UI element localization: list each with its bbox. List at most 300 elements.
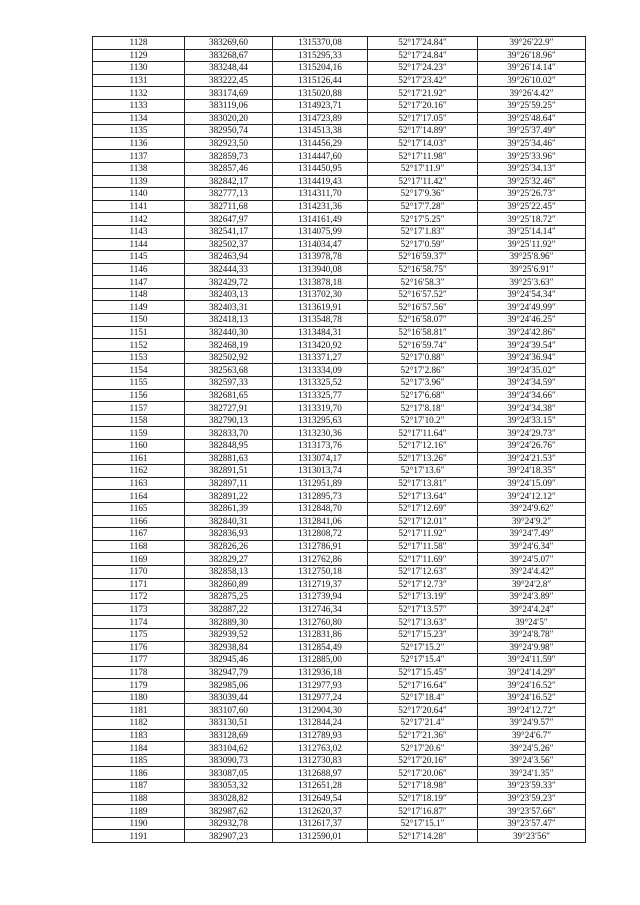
- latitude-cell: 52°17′24.23″: [368, 62, 478, 75]
- table-row: [93, 817, 586, 830]
- longitude-cell: 39°24′1.35″: [478, 767, 586, 780]
- y-coordinate-cell: 1313334,09: [273, 364, 368, 377]
- x-coordinate-cell: 383090,73: [185, 754, 273, 767]
- table-row: [93, 49, 586, 62]
- y-coordinate-cell: 1313978,78: [273, 251, 368, 264]
- longitude-cell: 39°24′35.02″: [478, 364, 586, 377]
- y-coordinate-cell: 1312649,54: [273, 792, 368, 805]
- latitude-cell: 52°17′7.28″: [368, 200, 478, 213]
- point-number-cell: 1163: [93, 477, 185, 490]
- x-coordinate-cell: 383087,05: [185, 767, 273, 780]
- table-row: [93, 112, 586, 125]
- longitude-cell: 39°26′14.14″: [478, 62, 586, 75]
- longitude-cell: 39°24′9.62″: [478, 502, 586, 515]
- latitude-cell: 52°17′13.57″: [368, 603, 478, 616]
- table-row: [93, 263, 586, 276]
- y-coordinate-cell: 1312895,73: [273, 490, 368, 503]
- latitude-cell: 52°16′57.52″: [368, 288, 478, 301]
- latitude-cell: 52°17′8.18″: [368, 402, 478, 415]
- latitude-cell: 52°17′24.84″: [368, 49, 478, 62]
- x-coordinate-cell: 382842,17: [185, 175, 273, 188]
- x-coordinate-cell: 382541,17: [185, 225, 273, 238]
- x-coordinate-cell: 382826,26: [185, 540, 273, 553]
- point-number-cell: 1134: [93, 112, 185, 125]
- point-number-cell: 1164: [93, 490, 185, 503]
- point-number-cell: 1173: [93, 603, 185, 616]
- y-coordinate-cell: 1312762,86: [273, 553, 368, 566]
- longitude-cell: 39°23′57.66″: [478, 805, 586, 818]
- table-row: [93, 477, 586, 490]
- point-number-cell: 1167: [93, 528, 185, 541]
- x-coordinate-cell: 383119,06: [185, 99, 273, 112]
- longitude-cell: 39°24′33.15″: [478, 414, 586, 427]
- table-row: [93, 729, 586, 742]
- longitude-cell: 39°24′14.29″: [478, 666, 586, 679]
- x-coordinate-cell: 383174,69: [185, 87, 273, 100]
- longitude-cell: 39°24′54.34″: [478, 288, 586, 301]
- point-number-cell: 1155: [93, 377, 185, 390]
- y-coordinate-cell: 1313173,76: [273, 440, 368, 453]
- longitude-cell: 39°24′15.09″: [478, 477, 586, 490]
- point-number-cell: 1137: [93, 150, 185, 163]
- point-number-cell: 1176: [93, 641, 185, 654]
- coordinates-table: [92, 36, 586, 843]
- y-coordinate-cell: 1313878,18: [273, 276, 368, 289]
- longitude-cell: 39°24′5.07″: [478, 553, 586, 566]
- point-number-cell: 1149: [93, 301, 185, 314]
- table-row: [93, 162, 586, 175]
- longitude-cell: 39°24′11.59″: [478, 654, 586, 667]
- point-number-cell: 1186: [93, 767, 185, 780]
- table-row: [93, 490, 586, 503]
- x-coordinate-cell: 382502,37: [185, 238, 273, 251]
- longitude-cell: 39°25′3.63″: [478, 276, 586, 289]
- longitude-cell: 39°26′10.02″: [478, 74, 586, 87]
- longitude-cell: 39°24′34.66″: [478, 389, 586, 402]
- longitude-cell: 39°25′22.45″: [478, 200, 586, 213]
- table-row: [93, 213, 586, 226]
- longitude-cell: 39°23′57.47″: [478, 817, 586, 830]
- table-row: [93, 553, 586, 566]
- x-coordinate-cell: 382647,97: [185, 213, 273, 226]
- latitude-cell: 52°17′15.4″: [368, 654, 478, 667]
- table-row: [93, 175, 586, 188]
- x-coordinate-cell: 382727,91: [185, 402, 273, 415]
- point-number-cell: 1128: [93, 37, 185, 50]
- x-coordinate-cell: 382829,27: [185, 553, 273, 566]
- point-number-cell: 1185: [93, 754, 185, 767]
- y-coordinate-cell: 1313619,91: [273, 301, 368, 314]
- y-coordinate-cell: 1314456,29: [273, 137, 368, 150]
- table-row: [93, 754, 586, 767]
- point-number-cell: 1187: [93, 780, 185, 793]
- table-row: [93, 830, 586, 843]
- latitude-cell: 52°17′10.2″: [368, 414, 478, 427]
- point-number-cell: 1162: [93, 465, 185, 478]
- latitude-cell: 52°17′13.6″: [368, 465, 478, 478]
- latitude-cell: 52°17′21.92″: [368, 87, 478, 100]
- x-coordinate-cell: 383020,20: [185, 112, 273, 125]
- x-coordinate-cell: 383104,62: [185, 742, 273, 755]
- x-coordinate-cell: 383268,67: [185, 49, 273, 62]
- latitude-cell: 52°17′16.87″: [368, 805, 478, 818]
- latitude-cell: 52°17′12.01″: [368, 515, 478, 528]
- point-number-cell: 1165: [93, 502, 185, 515]
- latitude-cell: 52°17′11.64″: [368, 427, 478, 440]
- latitude-cell: 52°17′15.1″: [368, 817, 478, 830]
- y-coordinate-cell: 1314513,38: [273, 125, 368, 138]
- latitude-cell: 52°16′59.37″: [368, 251, 478, 264]
- table-row: [93, 528, 586, 541]
- longitude-cell: 39°24′16.52″: [478, 691, 586, 704]
- longitude-cell: 39°24′4.42″: [478, 565, 586, 578]
- y-coordinate-cell: 1315204,16: [273, 62, 368, 75]
- y-coordinate-cell: 1313325,77: [273, 389, 368, 402]
- y-coordinate-cell: 1314075,99: [273, 225, 368, 238]
- latitude-cell: 52°17′11.69″: [368, 553, 478, 566]
- latitude-cell: 52°17′15.23″: [368, 628, 478, 641]
- longitude-cell: 39°24′3.89″: [478, 591, 586, 604]
- table-row: [93, 200, 586, 213]
- y-coordinate-cell: 1314034,47: [273, 238, 368, 251]
- longitude-cell: 39°24′34.38″: [478, 402, 586, 415]
- latitude-cell: 52°17′18.4″: [368, 691, 478, 704]
- x-coordinate-cell: 383039,44: [185, 691, 273, 704]
- x-coordinate-cell: 382468,19: [185, 339, 273, 352]
- table-row: [93, 137, 586, 150]
- y-coordinate-cell: 1312831,86: [273, 628, 368, 641]
- longitude-cell: 39°24′9.57″: [478, 717, 586, 730]
- table-row: [93, 502, 586, 515]
- x-coordinate-cell: 382418,13: [185, 314, 273, 327]
- x-coordinate-cell: 382950,74: [185, 125, 273, 138]
- x-coordinate-cell: 382836,93: [185, 528, 273, 541]
- longitude-cell: 39°24′12.72″: [478, 704, 586, 717]
- latitude-cell: 52°17′12.16″: [368, 440, 478, 453]
- y-coordinate-cell: 1312848,70: [273, 502, 368, 515]
- table-row: [93, 402, 586, 415]
- longitude-cell: 39°24′16.52″: [478, 679, 586, 692]
- latitude-cell: 52°17′5.25″: [368, 213, 478, 226]
- longitude-cell: 39°24′5″: [478, 616, 586, 629]
- point-number-cell: 1191: [93, 830, 185, 843]
- y-coordinate-cell: 1315126,44: [273, 74, 368, 87]
- point-number-cell: 1183: [93, 729, 185, 742]
- latitude-cell: 52°17′24.84″: [368, 37, 478, 50]
- table-row: [93, 654, 586, 667]
- point-number-cell: 1160: [93, 440, 185, 453]
- x-coordinate-cell: 382440,30: [185, 326, 273, 339]
- y-coordinate-cell: 1313548,78: [273, 314, 368, 327]
- latitude-cell: 52°17′23.42″: [368, 74, 478, 87]
- x-coordinate-cell: 383107,60: [185, 704, 273, 717]
- x-coordinate-cell: 382563,68: [185, 364, 273, 377]
- x-coordinate-cell: 382429,72: [185, 276, 273, 289]
- x-coordinate-cell: 382597,33: [185, 377, 273, 390]
- point-number-cell: 1161: [93, 452, 185, 465]
- point-number-cell: 1172: [93, 591, 185, 604]
- y-coordinate-cell: 1313319,70: [273, 402, 368, 415]
- longitude-cell: 39°25′33.96″: [478, 150, 586, 163]
- longitude-cell: 39°25′8.96″: [478, 251, 586, 264]
- point-number-cell: 1144: [93, 238, 185, 251]
- table-row: [93, 427, 586, 440]
- point-number-cell: 1190: [93, 817, 185, 830]
- longitude-cell: 39°24′46.25″: [478, 314, 586, 327]
- longitude-cell: 39°24′8.78″: [478, 628, 586, 641]
- y-coordinate-cell: 1312936,18: [273, 666, 368, 679]
- latitude-cell: 52°17′20.06″: [368, 767, 478, 780]
- point-number-cell: 1189: [93, 805, 185, 818]
- y-coordinate-cell: 1313484,31: [273, 326, 368, 339]
- x-coordinate-cell: 382891,51: [185, 465, 273, 478]
- y-coordinate-cell: 1315370,08: [273, 37, 368, 50]
- latitude-cell: 52°16′59.74″: [368, 339, 478, 352]
- x-coordinate-cell: 383248,44: [185, 62, 273, 75]
- latitude-cell: 52°17′12.73″: [368, 578, 478, 591]
- x-coordinate-cell: 382939,52: [185, 628, 273, 641]
- latitude-cell: 52°17′20.6″: [368, 742, 478, 755]
- table-row: [93, 628, 586, 641]
- point-number-cell: 1132: [93, 87, 185, 100]
- y-coordinate-cell: 1313074,17: [273, 452, 368, 465]
- latitude-cell: 52°16′58.07″: [368, 314, 478, 327]
- x-coordinate-cell: 382860,89: [185, 578, 273, 591]
- y-coordinate-cell: 1312841,06: [273, 515, 368, 528]
- y-coordinate-cell: 1313325,52: [273, 377, 368, 390]
- y-coordinate-cell: 1312651,28: [273, 780, 368, 793]
- x-coordinate-cell: 382897,11: [185, 477, 273, 490]
- point-number-cell: 1174: [93, 616, 185, 629]
- point-number-cell: 1146: [93, 263, 185, 276]
- table-row: [93, 74, 586, 87]
- latitude-cell: 52°16′58.3″: [368, 276, 478, 289]
- longitude-cell: 39°24′6.7″: [478, 729, 586, 742]
- latitude-cell: 52°17′11.58″: [368, 540, 478, 553]
- point-number-cell: 1166: [93, 515, 185, 528]
- longitude-cell: 39°23′56″: [478, 830, 586, 843]
- point-number-cell: 1175: [93, 628, 185, 641]
- point-number-cell: 1178: [93, 666, 185, 679]
- table-row: [93, 591, 586, 604]
- longitude-cell: 39°24′39.54″: [478, 339, 586, 352]
- y-coordinate-cell: 1312760,80: [273, 616, 368, 629]
- x-coordinate-cell: 382932,78: [185, 817, 273, 830]
- longitude-cell: 39°24′6.34″: [478, 540, 586, 553]
- table-row: [93, 742, 586, 755]
- x-coordinate-cell: 382887,22: [185, 603, 273, 616]
- longitude-cell: 39°25′32.46″: [478, 175, 586, 188]
- point-number-cell: 1180: [93, 691, 185, 704]
- table-row: [93, 465, 586, 478]
- y-coordinate-cell: 1312763,02: [273, 742, 368, 755]
- point-number-cell: 1179: [93, 679, 185, 692]
- table-row: [93, 452, 586, 465]
- latitude-cell: 52°17′14.28″: [368, 830, 478, 843]
- longitude-cell: 39°25′18.72″: [478, 213, 586, 226]
- x-coordinate-cell: 382875,25: [185, 591, 273, 604]
- longitude-cell: 39°24′9.2″: [478, 515, 586, 528]
- x-coordinate-cell: 382463,94: [185, 251, 273, 264]
- latitude-cell: 52°17′13.26″: [368, 452, 478, 465]
- x-coordinate-cell: 382848,95: [185, 440, 273, 453]
- x-coordinate-cell: 382502,92: [185, 351, 273, 364]
- y-coordinate-cell: 1313940,08: [273, 263, 368, 276]
- table-row: [93, 565, 586, 578]
- latitude-cell: 52°17′6.68″: [368, 389, 478, 402]
- latitude-cell: 52°17′21.4″: [368, 717, 478, 730]
- y-coordinate-cell: 1312719,37: [273, 578, 368, 591]
- x-coordinate-cell: 383269,60: [185, 37, 273, 50]
- y-coordinate-cell: 1312786,91: [273, 540, 368, 553]
- table-row: [93, 188, 586, 201]
- longitude-cell: 39°25′26.73″: [478, 188, 586, 201]
- table-row: [93, 62, 586, 75]
- table-row: [93, 99, 586, 112]
- point-number-cell: 1188: [93, 792, 185, 805]
- table-row: [93, 515, 586, 528]
- longitude-cell: 39°24′4.24″: [478, 603, 586, 616]
- table-row: [93, 666, 586, 679]
- x-coordinate-cell: 383128,69: [185, 729, 273, 742]
- latitude-cell: 52°17′14.03″: [368, 137, 478, 150]
- table-row: [93, 326, 586, 339]
- longitude-cell: 39°24′36.94″: [478, 351, 586, 364]
- y-coordinate-cell: 1314231,36: [273, 200, 368, 213]
- table-row: [93, 805, 586, 818]
- y-coordinate-cell: 1312617,37: [273, 817, 368, 830]
- x-coordinate-cell: 382947,79: [185, 666, 273, 679]
- latitude-cell: 52°17′21.36″: [368, 729, 478, 742]
- table-row: [93, 314, 586, 327]
- y-coordinate-cell: 1312885,00: [273, 654, 368, 667]
- x-coordinate-cell: 383222,45: [185, 74, 273, 87]
- latitude-cell: 52°17′11.98″: [368, 150, 478, 163]
- x-coordinate-cell: 382777,13: [185, 188, 273, 201]
- table-row: [93, 767, 586, 780]
- latitude-cell: 52°17′9.36″: [368, 188, 478, 201]
- latitude-cell: 52°17′11.9″: [368, 162, 478, 175]
- longitude-cell: 39°25′6.91″: [478, 263, 586, 276]
- point-number-cell: 1141: [93, 200, 185, 213]
- point-number-cell: 1150: [93, 314, 185, 327]
- y-coordinate-cell: 1314161,49: [273, 213, 368, 226]
- table-row: [93, 603, 586, 616]
- x-coordinate-cell: 382403,31: [185, 301, 273, 314]
- x-coordinate-cell: 382861,39: [185, 502, 273, 515]
- y-coordinate-cell: 1313013,74: [273, 465, 368, 478]
- table-row: [93, 276, 586, 289]
- latitude-cell: 52°17′15.2″: [368, 641, 478, 654]
- y-coordinate-cell: 1314723,89: [273, 112, 368, 125]
- y-coordinate-cell: 1312688,97: [273, 767, 368, 780]
- point-number-cell: 1170: [93, 565, 185, 578]
- y-coordinate-cell: 1313295,63: [273, 414, 368, 427]
- longitude-cell: 39°24′9.98″: [478, 641, 586, 654]
- x-coordinate-cell: 382833,70: [185, 427, 273, 440]
- longitude-cell: 39°26′18.96″: [478, 49, 586, 62]
- y-coordinate-cell: 1313420,92: [273, 339, 368, 352]
- point-number-cell: 1177: [93, 654, 185, 667]
- x-coordinate-cell: 382711,68: [185, 200, 273, 213]
- table-row: [93, 251, 586, 264]
- point-number-cell: 1148: [93, 288, 185, 301]
- latitude-cell: 52°16′58.75″: [368, 263, 478, 276]
- longitude-cell: 39°24′29.73″: [478, 427, 586, 440]
- coordinates-table-body: [93, 37, 586, 843]
- latitude-cell: 52°17′13.19″: [368, 591, 478, 604]
- latitude-cell: 52°17′0.88″: [368, 351, 478, 364]
- x-coordinate-cell: 383053,32: [185, 780, 273, 793]
- latitude-cell: 52°17′20.16″: [368, 99, 478, 112]
- table-row: [93, 225, 586, 238]
- x-coordinate-cell: 382889,30: [185, 616, 273, 629]
- y-coordinate-cell: 1312750,18: [273, 565, 368, 578]
- y-coordinate-cell: 1314923,71: [273, 99, 368, 112]
- table-row: [93, 339, 586, 352]
- table-row: [93, 87, 586, 100]
- y-coordinate-cell: 1312854,49: [273, 641, 368, 654]
- table-row: [93, 389, 586, 402]
- latitude-cell: 52°17′12.69″: [368, 502, 478, 515]
- table-row: [93, 150, 586, 163]
- y-coordinate-cell: 1312620,37: [273, 805, 368, 818]
- table-row: [93, 238, 586, 251]
- table-row: [93, 301, 586, 314]
- point-number-cell: 1136: [93, 137, 185, 150]
- latitude-cell: 52°17′18.98″: [368, 780, 478, 793]
- x-coordinate-cell: 382681,65: [185, 389, 273, 402]
- point-number-cell: 1184: [93, 742, 185, 755]
- longitude-cell: 39°24′21.53″: [478, 452, 586, 465]
- point-number-cell: 1133: [93, 99, 185, 112]
- x-coordinate-cell: 383130,51: [185, 717, 273, 730]
- y-coordinate-cell: 1315295,33: [273, 49, 368, 62]
- x-coordinate-cell: 382840,31: [185, 515, 273, 528]
- y-coordinate-cell: 1312977,24: [273, 691, 368, 704]
- y-coordinate-cell: 1312951,89: [273, 477, 368, 490]
- x-coordinate-cell: 382938,84: [185, 641, 273, 654]
- y-coordinate-cell: 1314450,95: [273, 162, 368, 175]
- latitude-cell: 52°17′1.83″: [368, 225, 478, 238]
- longitude-cell: 39°25′34.13″: [478, 162, 586, 175]
- latitude-cell: 52°17′17.05″: [368, 112, 478, 125]
- table-row: [93, 578, 586, 591]
- point-number-cell: 1159: [93, 427, 185, 440]
- table-row: [93, 377, 586, 390]
- x-coordinate-cell: 382907,23: [185, 830, 273, 843]
- x-coordinate-cell: 382858,13: [185, 565, 273, 578]
- y-coordinate-cell: 1312746,34: [273, 603, 368, 616]
- table-row: [93, 641, 586, 654]
- point-number-cell: 1181: [93, 704, 185, 717]
- y-coordinate-cell: 1313371,27: [273, 351, 368, 364]
- latitude-cell: 52°17′12.63″: [368, 565, 478, 578]
- table-row: [93, 37, 586, 50]
- x-coordinate-cell: 382987,62: [185, 805, 273, 818]
- y-coordinate-cell: 1312808,72: [273, 528, 368, 541]
- point-number-cell: 1135: [93, 125, 185, 138]
- point-number-cell: 1147: [93, 276, 185, 289]
- longitude-cell: 39°24′18.35″: [478, 465, 586, 478]
- x-coordinate-cell: 382403,13: [185, 288, 273, 301]
- point-number-cell: 1152: [93, 339, 185, 352]
- point-number-cell: 1142: [93, 213, 185, 226]
- point-number-cell: 1151: [93, 326, 185, 339]
- longitude-cell: 39°25′48.64″: [478, 112, 586, 125]
- longitude-cell: 39°25′14.14″: [478, 225, 586, 238]
- table-row: [93, 540, 586, 553]
